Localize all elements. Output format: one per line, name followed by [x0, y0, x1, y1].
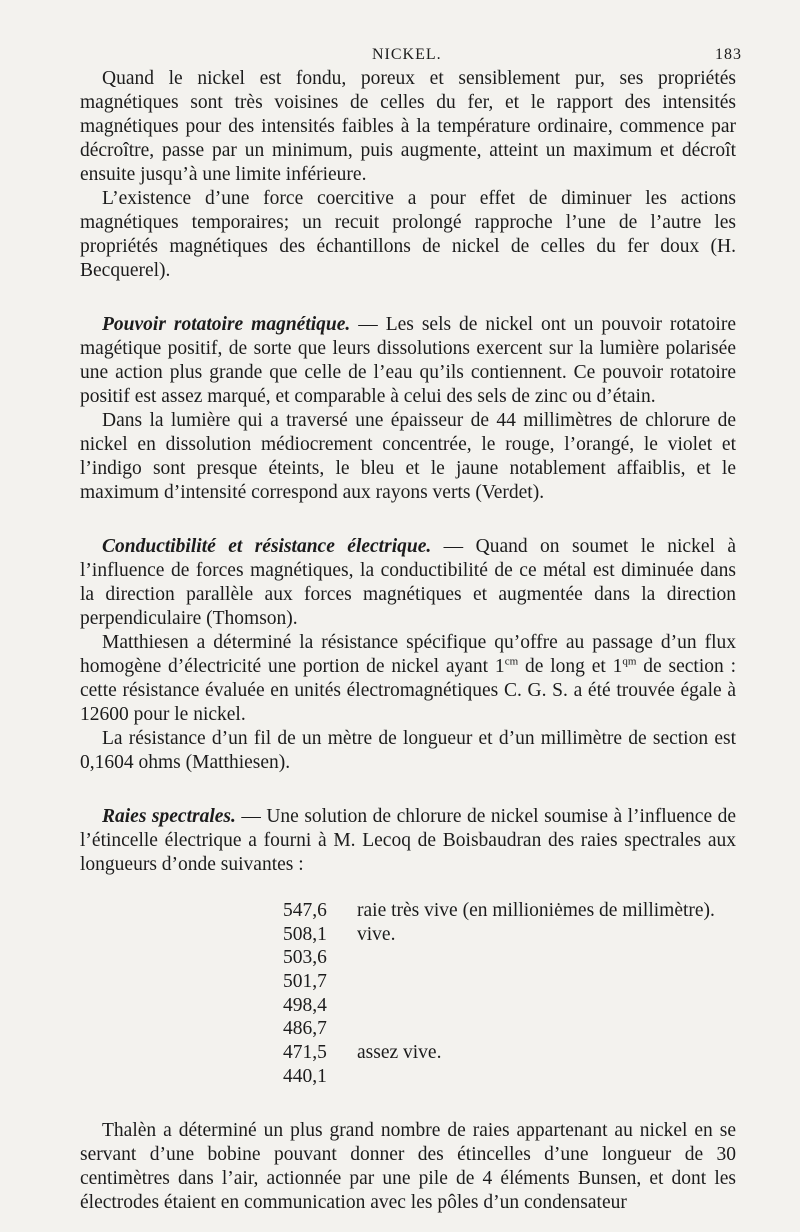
unit-cm: cm: [504, 655, 519, 668]
list-item: [80, 1017, 736, 1041]
section-heading-conductivity: Conductibilité et résistance électrique.: [102, 536, 432, 557]
paragraph-thalen: Thalèn a déterminé un plus grand nombre de raies appartenant au nickel en se servant d’une bobine pouvant donner des étincelles d’une longueur de 30 centimètres dans l’air, actionnée par une pile de 4 éléments Bunsen, et dont les électrodes étaient en communication avec les pôles d’un condensateur: [80, 1119, 736, 1213]
chapter-title: NICKEL.: [372, 46, 442, 63]
wavelength-value: 471,5: [283, 1042, 327, 1064]
running-header: [0, 46, 800, 68]
wavelength-value: 486,7: [283, 1018, 327, 1040]
paragraph-spectral-lines: [80, 805, 736, 877]
wavelength-value: 508,1: [283, 923, 327, 945]
section-heading-spectral-lines: Raies spectrales.: [102, 806, 236, 827]
wavelength-note: raie très vive (en millioniėmes de millimètre).: [357, 900, 715, 921]
list-item: [80, 994, 736, 1018]
conductivity-text: — Quand on soumet le nickel à l’influence de forces magnétiques, la conductibilité de ce métal est diminuée dans la direction parallèle aux forces magnétiques et augmentée dans la direction perpendiculaire (Thomson).: [80, 536, 736, 629]
spectral-lines-text: — Une solution de chlorure de nickel soumise à l’influence de l’étincelle électrique a fourni à M. Lecoq de Boisbaudran des raies spectrales aux longueurs d’onde suivantes :: [80, 806, 736, 875]
resistance-text-c: de section : cette résistance évaluée en unités électromagnétiques C. G. S. a été trouvée égale à 12600 pour le nickel.: [80, 656, 736, 725]
list-item: [80, 1041, 736, 1065]
wavelength-value: 498,4: [283, 994, 327, 1016]
wavelength-value: 501,7: [283, 971, 327, 993]
paragraph-absorption: Dans la lumière qui a traversé une épaisseur de 44 millimètres de chlorure de nickel en dissolution médiocrement concentrée, le rouge, l’orangé, le violet et l’indigo sont presque éteints, le bleu et le jaune notablement affaiblis, et le maximum d’intensité correspond aux rayons verts (Verdet).: [80, 410, 736, 503]
rotatory-power-text: — Les sels de nickel ont un pouvoir rotatoire magétique positif, de sorte que leurs dissolutions exercent sur la lumière polarisée une action plus grande que celle de l’eau qu’ils contiennent. Ce pouvoir rotatoire positif est assez marqué, et comparable à celui des sels de zinc ou d’étain.: [80, 314, 736, 407]
resistance-text-b: de long et 1: [518, 656, 623, 677]
paragraph-wire-resistance: La résistance d’un fil de un mètre de longueur et d’un millimètre de section est 0,1604 ohms (Matthiesen).: [80, 728, 736, 773]
list-item: [80, 899, 736, 923]
spectral-lines-list: [80, 899, 736, 1089]
resistance-text-a: Matthiesen a déterminé la résistance spécifique qu’offre au passage d’un flux homogène d’électricité une portion de nickel ayant 1: [80, 632, 736, 677]
paragraph-magnetic-properties: Quand le nickel est fondu, poreux et sensiblement pur, ses propriétés magnétiques sont très voisines de celles du fer, et le rapport des intensités magnétiques pour des intensités faibles à la température ordinaire, commence par décroître, passe par un minimum, puis augmente, atteint un maximum et décroît ensuite jusqu’à une limite inférieure.: [80, 68, 736, 185]
paragraph-specific-resistance: [80, 631, 736, 727]
body-text: [80, 67, 736, 1215]
paragraph-conductivity: [80, 535, 736, 631]
list-item: [80, 970, 736, 994]
unit-qm: qm: [622, 655, 637, 668]
list-item: [80, 946, 736, 970]
wavelength-value: 547,6: [283, 900, 327, 921]
wavelength-value: 440,1: [283, 1065, 327, 1087]
paragraph-rotatory-power: [80, 313, 736, 409]
wavelength-note: assez vive.: [357, 1042, 442, 1064]
list-item: [80, 923, 736, 947]
section-heading-rotatory-power: Pouvoir rotatoire magnétique.: [102, 314, 351, 335]
page-number: 183: [715, 46, 742, 63]
wavelength-value: 503,6: [283, 947, 327, 969]
list-item: [80, 1065, 736, 1089]
paragraph-coercive-force: L’existence d’une force coercitive a pour effet de diminuer les actions magnétiques temporaires; un recuit prolongé rapproche l’une de l’autre les propriétés magnétiques des échantillons de nickel de celles du fer doux (H. Becquerel).: [80, 188, 736, 281]
wavelength-note: vive.: [357, 923, 396, 945]
